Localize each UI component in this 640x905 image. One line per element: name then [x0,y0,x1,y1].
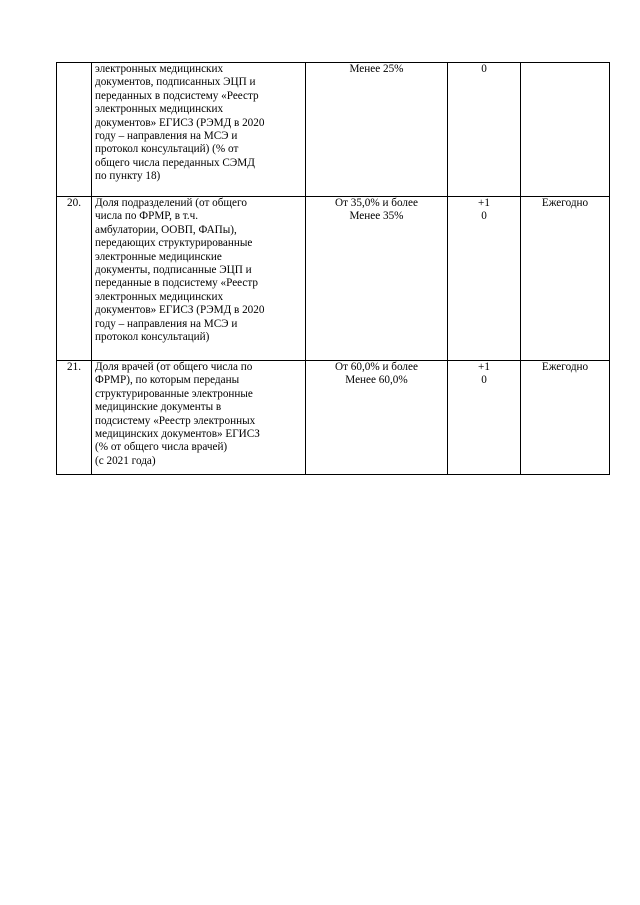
points-line: 0 [481,63,487,75]
indicator-cell [92,63,306,197]
indicator-line: документов» ЕГИСЗ (РЭМД в 2020 [95,116,265,129]
indicator-line: по пункту 18) [95,170,161,183]
indicator-line: году – направления на МСЭ и [95,317,238,330]
points-line: 0 [481,374,487,387]
period-cell: Ежегодно [521,197,610,361]
indicator-cell [92,197,306,361]
indicator-line: электронные медицинские [95,250,222,263]
indicator-line: электронных медицинских [95,290,224,303]
indicator-line: амбулатории, ООВП, ФАПы), [95,223,237,236]
indicator-line: Доля подразделений (от общего [95,197,247,209]
row-number: 20. [57,197,92,361]
indicator-line: Доля врачей (от общего числа по [95,361,253,373]
indicator-line: числа по ФРМР, в т.ч. [95,210,199,223]
indicator-line: (% от общего числа врачей) [95,441,228,454]
period-cell [521,63,610,197]
value-line: Менее 35% [349,210,404,223]
points-line: +1 [478,197,490,209]
period-cell: Ежегодно [521,361,610,475]
indicator-line: документов» ЕГИСЗ (РЭМД в 2020 [95,304,265,317]
indicator-line: электронных медицинских [95,103,224,116]
table-row [57,361,610,475]
points-cell [448,361,521,475]
points-line: 0 [481,210,487,223]
table-row [57,63,610,197]
value-line: Менее 25% [349,63,404,75]
value-line: От 60,0% и более [335,361,418,373]
points-line: +1 [478,361,490,373]
value-cell [306,63,448,197]
value-cell [306,361,448,475]
indicator-line: документы, подписанные ЭЦП и [95,264,252,277]
row-number [57,63,92,197]
indicator-line: передающих структурированные [95,237,253,250]
indicator-line: году – направления на МСЭ и [95,130,238,143]
criteria-table [56,62,610,475]
indicator-line: медицинские документы в [95,401,222,414]
indicator-line: ФРМР), по которым переданы [95,374,240,387]
indicator-line: (с 2021 года) [95,454,156,467]
indicator-line: медицинских документов» ЕГИСЗ [95,428,260,441]
value-line: От 35,0% и более [335,197,418,209]
table-row [57,197,610,361]
indicator-line: протокол консультаций) (% от [95,143,239,156]
value-line: Менее 60,0% [345,374,408,387]
points-cell [448,63,521,197]
indicator-line: протокол консультаций) [95,331,210,344]
indicator-cell [92,361,306,475]
points-cell [448,197,521,361]
indicator-line: документов, подписанных ЭЦП и [95,76,256,89]
indicator-line: подсистему «Реестр электронных [95,414,256,427]
row-number: 21. [57,361,92,475]
indicator-line: структурированные электронные [95,387,253,400]
indicator-line: электронных медицинских [95,63,224,75]
indicator-line: переданные в подсистему «Реестр [95,277,259,290]
indicator-line: общего числа переданных СЭМД [95,156,255,169]
indicator-line: переданных в подсистему «Реестр [95,89,259,102]
value-cell [306,197,448,361]
